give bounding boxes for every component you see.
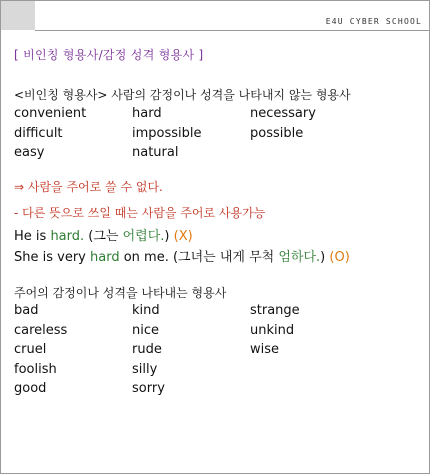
correct-mark: (O) — [329, 250, 350, 265]
word: impossible — [132, 125, 202, 141]
example-kor-highlight: 어렵다. — [122, 229, 165, 244]
word-row — [14, 362, 410, 382]
corner-block — [1, 1, 35, 30]
word: sorry — [132, 381, 165, 396]
word: easy — [14, 145, 45, 160]
example-text: (그는 — [84, 229, 123, 244]
example-kor-highlight: 엄하다. — [278, 250, 321, 265]
rule-no-person-subject: ⇒ 사람을 주어로 쓸 수 없다. — [14, 180, 163, 194]
example-highlight: hard — [90, 250, 120, 265]
word-row — [14, 323, 410, 343]
example-text: He is — [14, 229, 51, 244]
page-title: [ 비인칭 형용사/감정 성격 형용사 ] — [14, 48, 204, 62]
word: strange — [250, 303, 300, 318]
word: cruel — [14, 342, 47, 357]
word — [250, 381, 410, 401]
emotional-word-grid — [14, 303, 410, 401]
word: convenient — [14, 106, 87, 121]
example-text: She is very — [14, 250, 91, 265]
word: unkind — [250, 322, 295, 338]
emotional-heading: 주어의 감정이나 성격을 나타내는 형용사 — [14, 286, 227, 300]
word: kind — [132, 303, 160, 318]
example-sentence-2 — [14, 246, 350, 265]
impersonal-word-grid — [14, 106, 410, 165]
example-text: ) — [164, 229, 174, 244]
word-row — [14, 303, 410, 323]
word: hard — [132, 106, 162, 121]
word: rude — [132, 342, 162, 357]
word: wise — [250, 342, 280, 357]
word-row — [14, 145, 410, 165]
header-divider — [35, 30, 430, 31]
brand-label: E4U CYBER SCHOOL — [325, 17, 422, 26]
word: difficult — [14, 125, 63, 141]
word: foolish — [14, 361, 57, 377]
rule-other-meaning: - 다른 뜻으로 쓰일 때는 사람을 주어로 사용가능 — [14, 206, 266, 220]
word-row — [14, 381, 410, 401]
word — [250, 362, 410, 382]
word: natural — [132, 145, 179, 160]
word: good — [14, 381, 47, 396]
word: careless — [14, 322, 68, 338]
word: silly — [132, 361, 158, 377]
incorrect-mark: (X) — [173, 229, 193, 244]
word: nice — [132, 322, 159, 338]
example-text: on me. (그녀는 내게 무척 — [119, 250, 279, 265]
example-sentence-1 — [14, 225, 193, 244]
word-row — [14, 126, 410, 146]
word-row — [14, 342, 410, 362]
word: possible — [250, 125, 304, 141]
word-row — [14, 106, 410, 126]
example-text: ) — [320, 250, 330, 265]
word — [250, 145, 410, 165]
word: bad — [14, 303, 39, 318]
word: necessary — [250, 106, 316, 121]
example-highlight: hard. — [50, 229, 85, 244]
impersonal-heading: <비인칭 형용사> 사람의 감정이나 성격을 나타내지 않는 형용사 — [14, 88, 351, 102]
